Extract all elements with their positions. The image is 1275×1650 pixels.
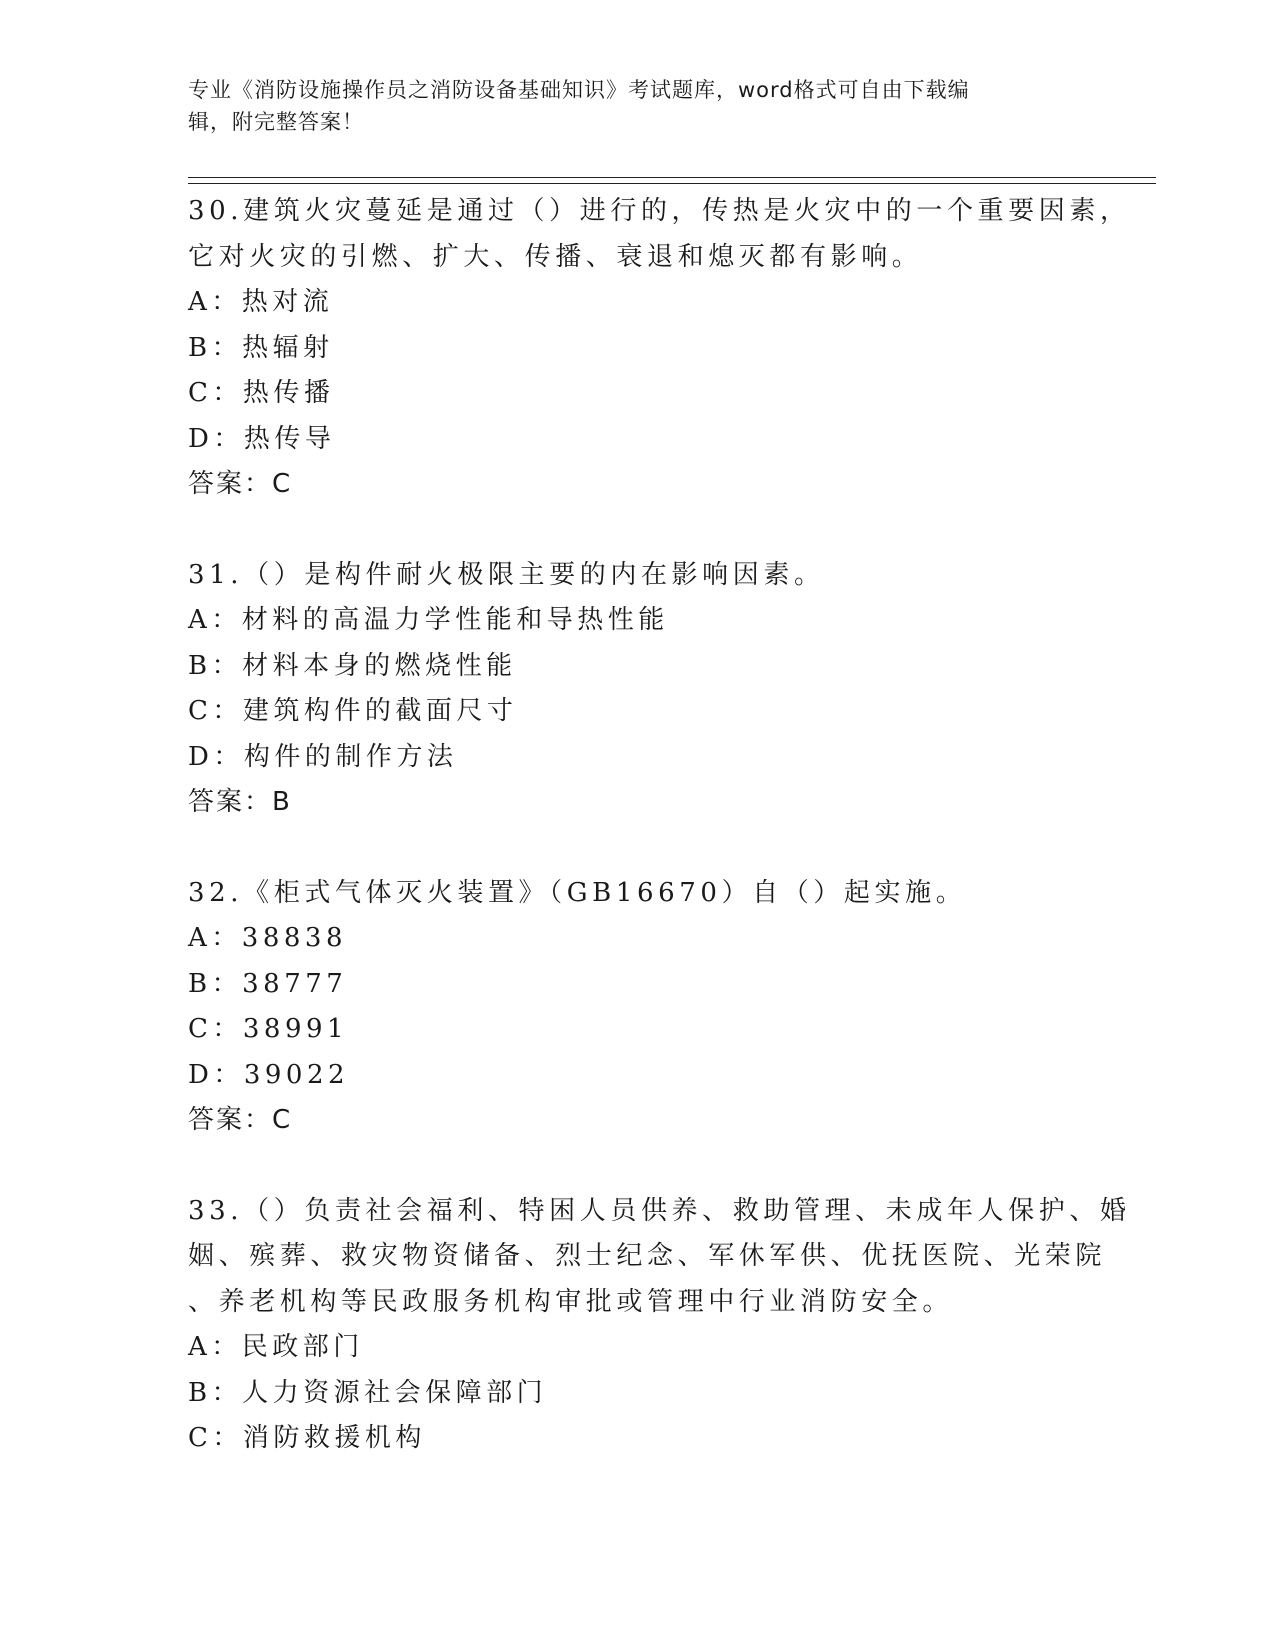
option-b: B：38777 (188, 968, 348, 999)
option-a: A：38838 (188, 923, 347, 953)
question-line: 它对火灾的引燃、扩大、传播、衰退和熄灭都有影响。 (188, 241, 923, 272)
option-a: A：材料的高温力学性能和导热性能 (188, 605, 669, 635)
option-b: B：热辐射 (188, 332, 334, 363)
answer: 答案：C (188, 469, 293, 499)
header-rule-top (188, 177, 1156, 178)
question-line: 33.（）负责社会福利、特困人员供养、救助管理、未成年人保护、婚 (188, 1195, 1131, 1226)
option-b: B：材料本身的燃烧性能 (188, 650, 517, 681)
option-c: C：38991 (188, 1014, 349, 1044)
answer: 答案：B (188, 787, 292, 817)
option-a: A：热对流 (188, 287, 334, 317)
question-text (188, 1189, 1131, 1326)
option-b: B：人力资源社会保障部门 (188, 1377, 548, 1408)
option-d: D：热传导 (188, 423, 336, 454)
question-line: 、养老机构等民政服务机构审批或管理中行业消防安全。 (188, 1286, 954, 1317)
question-list (188, 189, 1131, 1507)
option-a: A：民政部门 (188, 1332, 364, 1362)
header-line-2: 辑，附完整答案！ (188, 110, 364, 134)
question-line: 32.《柜式气体灭火装置》（GB16670）自（）起实施。 (188, 877, 967, 908)
question-line: 30.建筑火灾蔓延是通过（）进行的，传热是火灾中的一个重要因素， (188, 196, 1131, 226)
option-d: D：39022 (188, 1059, 350, 1090)
question-33 (188, 1189, 1131, 1462)
option-c: C：热传播 (188, 378, 335, 408)
question-text (188, 189, 1131, 280)
document-header (188, 74, 1068, 138)
question-line: 姻、殡葬、救灾物资储备、烈士纪念、军休军供、优抚医院、光荣院 (188, 1241, 1107, 1271)
question-32 (188, 871, 1088, 1144)
answer: 答案：C (188, 1105, 293, 1135)
question-line: 31.（）是构件耐火极限主要的内在影响因素。 (188, 559, 825, 590)
header-rule-bottom (188, 183, 1156, 184)
header-line-1: 专业《消防设施操作员之消防设备基础知识》考试题库，word格式可自由下载编 (188, 78, 970, 102)
question-text (188, 871, 1088, 917)
question-30 (188, 189, 1131, 508)
question-31 (188, 553, 1088, 826)
question-text (188, 553, 1088, 599)
option-c: C：建筑构件的截面尺寸 (188, 696, 518, 726)
option-c: C：消防救援机构 (188, 1423, 426, 1453)
option-d: D：构件的制作方法 (188, 741, 458, 772)
